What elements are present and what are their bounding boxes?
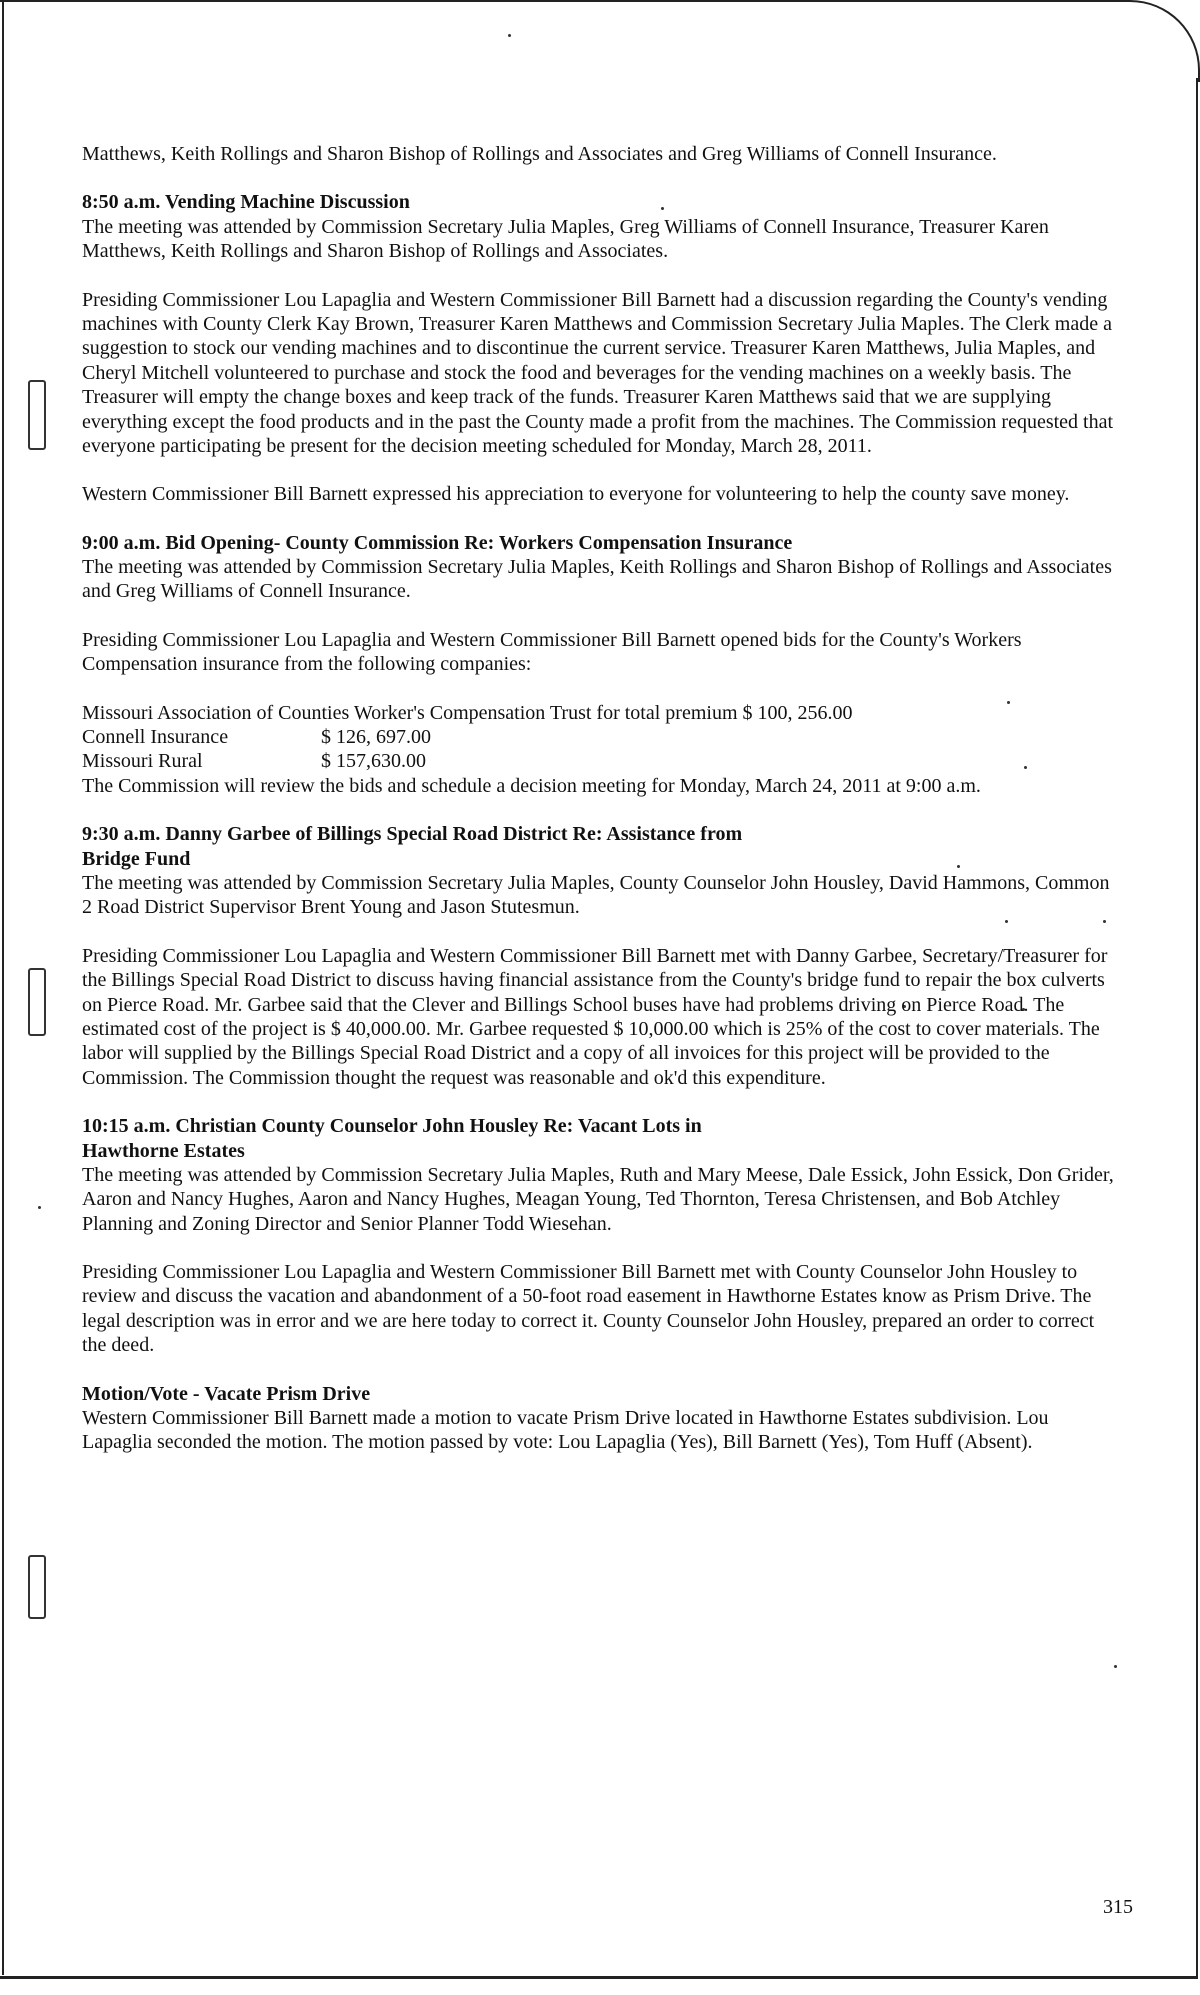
vacant-lots-heading-line2: Hawthorne Estates <box>82 1139 245 1162</box>
scan-border-right <box>1196 78 1198 1978</box>
bid-row <box>82 749 1122 773</box>
motion-section <box>82 1382 1122 1455</box>
bridge-fund-attendance: The meeting was attended by Commission Secretary Julia Maples, County Counselor John Housley, David Hammons, Common 2 Road District Supervisor Brent Young and Jason Stutesmun. <box>82 871 1110 919</box>
bid-amount: $ 157,630.00 <box>321 750 426 773</box>
bid-company: Missouri Rural <box>82 750 203 773</box>
scan-border-bottom <box>0 1976 1198 1979</box>
bid-review: The Commission will review the bids and schedule a decision meeting for Monday, March 24, 2011 at 9:00 a.m. <box>82 774 981 797</box>
vacant-lots-heading-line1: 10:15 a.m. Christian County Counselor John Housley Re: Vacant Lots in <box>82 1115 702 1138</box>
vacant-lots-section <box>82 1114 1122 1358</box>
bid-first: Missouri Association of Counties Worker's Compensation Trust for total premium $ 100, 256.00 <box>82 701 853 724</box>
binder-hole-mark <box>28 1555 46 1619</box>
bid-opening-attendance: The meeting was attended by Commission Secretary Julia Maples, Keith Rollings and Sharon Bishop of Rollings and Associates and Greg Williams of Connell Insurance. <box>82 556 1112 603</box>
scan-speck <box>38 1206 41 1209</box>
bid-opening-intro: Presiding Commissioner Lou Lapaglia and Western Commissioner Bill Barnett opened bids for the County's Workers Compensation insurance from the following companies: <box>82 628 1022 676</box>
motion-text: Western Commissioner Bill Barnett made a motion to vacate Prism Drive located in Hawthorne Estates subdivision. Lou Lapaglia seconded the motion. The motion passed by vote: Lou Lapaglia (Yes), Bill Barnett (Yes), Tom Huff (Absent). <box>82 1407 1049 1454</box>
bid-row <box>82 725 1122 749</box>
bid-opening-heading: 9:00 a.m. Bid Opening- County Commission Re: Workers Compensation Insurance <box>82 531 793 554</box>
page-number: 315 <box>1103 1896 1133 1918</box>
bid-company: Connell Insurance <box>82 726 229 749</box>
vending-appreciation: Western Commissioner Bill Barnett expressed his appreciation to everyone for volunteering to help the county save money. <box>82 483 1070 506</box>
bridge-fund-heading-line2: Bridge Fund <box>82 847 191 870</box>
vending-attendance: The meeting was attended by Commission Secretary Julia Maples, Greg Williams of Connell Insurance, Treasurer Karen Matthews, Keith Rollings and Sharon Bishop of Rollings and Associates. <box>82 215 1049 263</box>
bid-amount: $ 126, 697.00 <box>321 726 431 749</box>
bridge-fund-heading-line1: 9:30 a.m. Danny Garbee of Billings Special Road District Re: Assistance from <box>82 823 743 846</box>
bridge-fund-discussion: Presiding Commissioner Lou Lapaglia and Western Commissioner Bill Barnett met with Danny Garbee, Secretary/Treasurer for the Billings Special Road District to discuss having financial assistance from the County's bridge fund to repair the box culverts on Pierce Road. Mr. Garbee said that the Clever and Billings School buses have had problems driving on Pierce Road. The estimated cost of the project is $ 40,000.00. Mr. Garbee requested $ 10,000.00 which is 25% of the cost to cover materials. The labor will supplied by the Billings Special Road District and a copy of all invoices for this project will be provided to the Commission. The Commission thought the request was reasonable and ok'd this expenditure. <box>82 944 1108 1089</box>
vending-heading: 8:50 a.m. Vending Machine Discussion <box>82 191 410 214</box>
scan-speck <box>1114 1665 1117 1668</box>
intro-paragraph: Matthews, Keith Rollings and Sharon Bishop of Rollings and Associates and Greg Williams of Connell Insurance. <box>82 143 997 165</box>
scan-border-corner <box>1118 0 1200 82</box>
scan-border-top <box>0 0 1120 6</box>
minutes-body <box>82 142 1122 1455</box>
motion-heading: Motion/Vote - Vacate Prism Drive <box>82 1382 371 1405</box>
scan-speck <box>508 34 511 37</box>
bid-list <box>82 701 1122 774</box>
scan-border-left <box>2 0 4 1975</box>
bid-opening-section <box>82 531 1122 799</box>
bridge-fund-section <box>82 822 1122 1090</box>
vending-section <box>82 190 1122 506</box>
binder-hole-mark <box>28 380 46 450</box>
binder-hole-mark <box>28 968 46 1036</box>
vacant-lots-discussion: Presiding Commissioner Lou Lapaglia and Western Commissioner Bill Barnett met with County Counselor John Housley to review and discuss the vacation and abandonment of a 50-foot road easement in Hawthorne Estates know as Prism Drive. The legal description was in error and we are here today to correct it. County Counselor John Housley, prepared an order to correct the deed. <box>82 1261 1095 1357</box>
vending-discussion: Presiding Commissioner Lou Lapaglia and Western Commissioner Bill Barnett had a discussion regarding the County's vending machines with County Clerk Kay Brown, Treasurer Karen Matthews and Commission Secretary Julia Maples. The Clerk made a suggestion to stock our vending machines and to discontinue the current service. Treasurer Karen Matthews, Julia Maples, and Cheryl Mitchell volunteered to purchase and stock the food and beverages for the vending machines on a weekly basis. The Treasurer will empty the change boxes and keep track of the funds. Treasurer Karen Matthews said that we are supplying everything except the food products and in the past the County made a profit from the machines. The Commission requested that everyone participating be present for the decision meeting scheduled for Monday, March 28, 2011. <box>82 288 1114 457</box>
vacant-lots-attendance: The meeting was attended by Commission Secretary Julia Maples, Ruth and Mary Meese, Dale Essick, John Essick, Don Grider, Aaron and Nancy Hughes, Aaron and Nancy Hughes, Meagan Young, Ted Thornton, Teresa Christensen, and Bob Atchley Planning and Zoning Director and Senior Planner Todd Wiesehan. <box>82 1163 1114 1235</box>
